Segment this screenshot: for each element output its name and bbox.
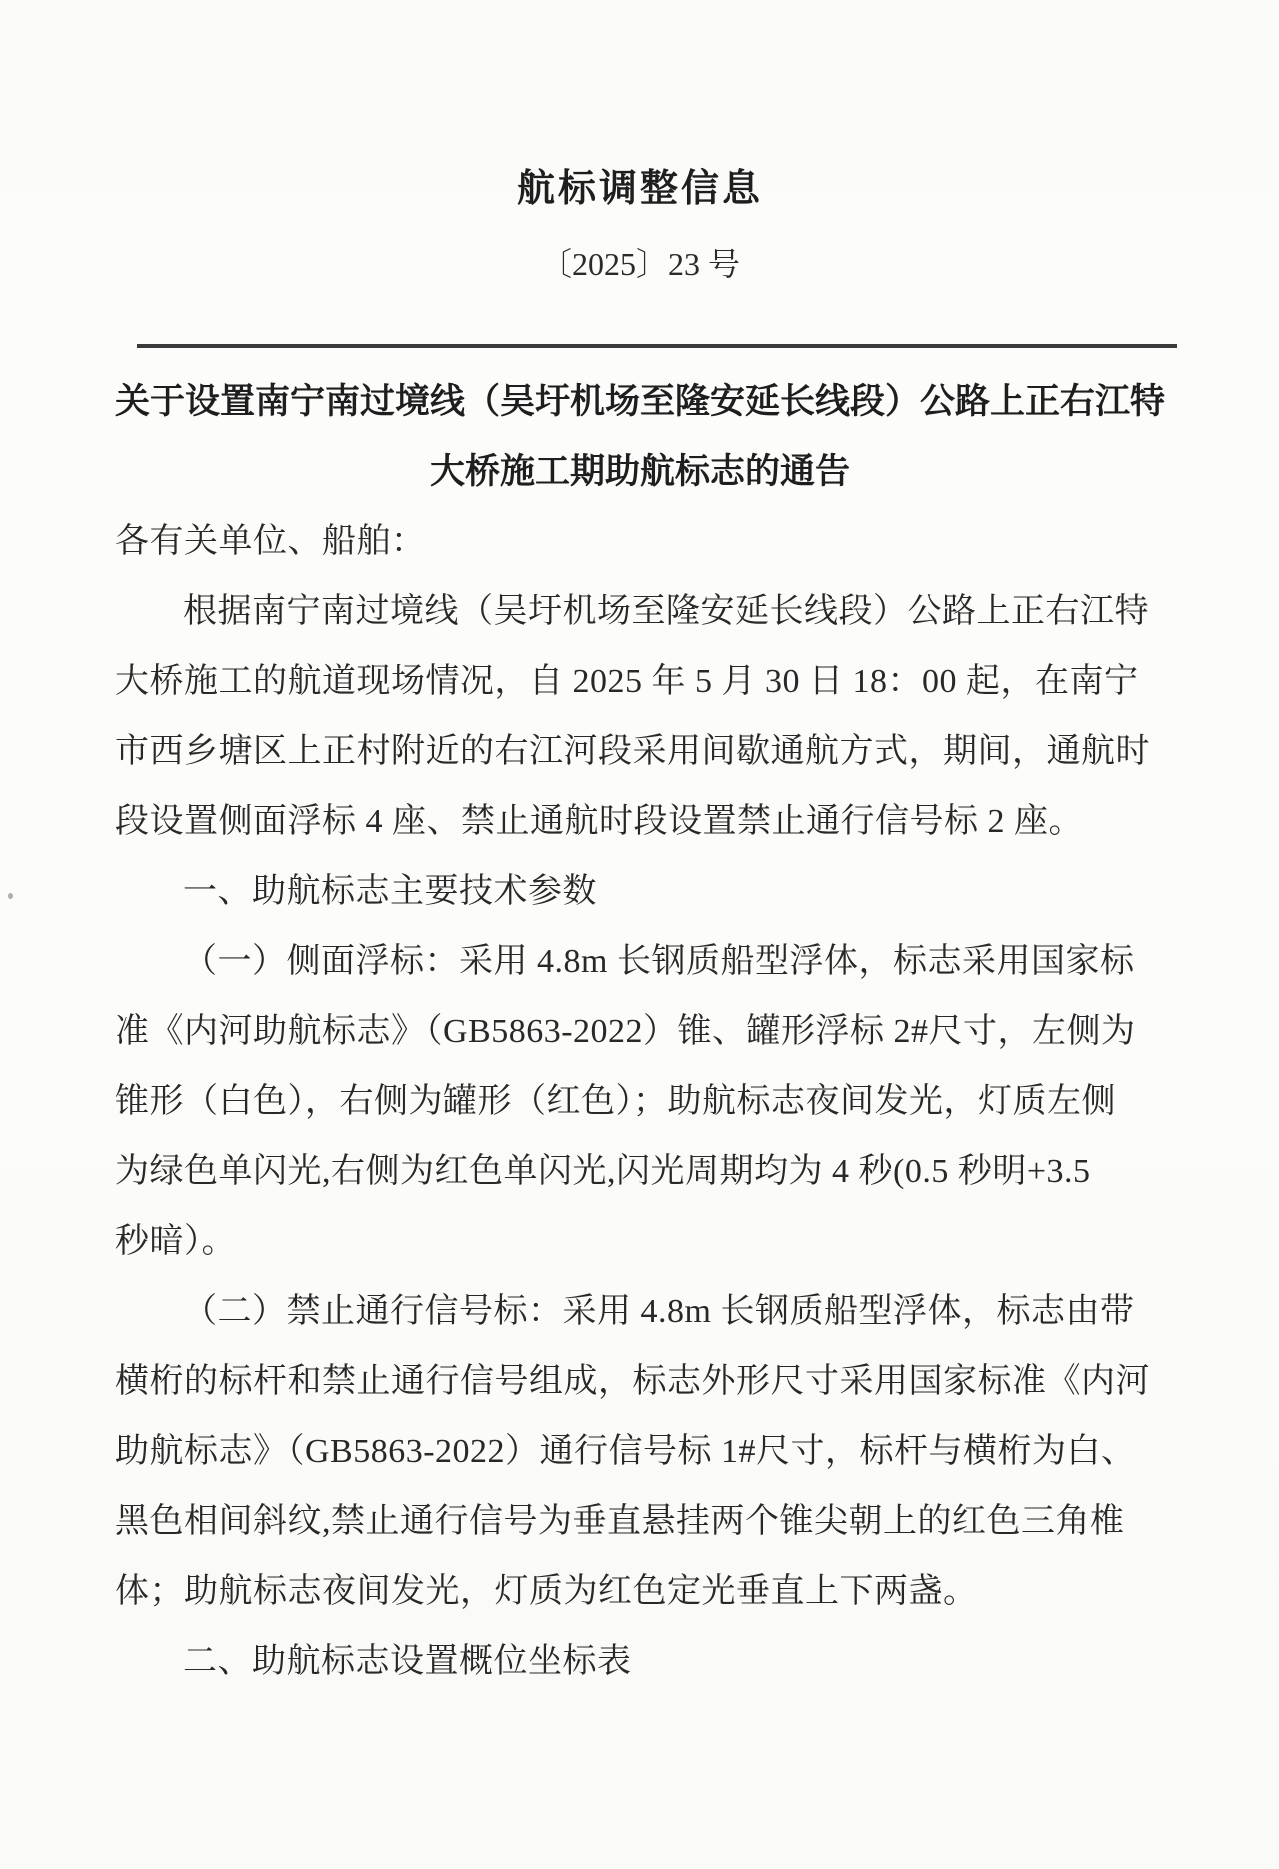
doc-title: 航标调整信息 [516,168,763,210]
body-line: 根据南宁南过境线（吴圩机场至隆安延长线段）公路上正右江特 [183,593,1149,630]
section-heading-1: 一、助航标志主要技术参数 [183,873,597,910]
doc-subject [115,367,1165,507]
body-line: 大桥施工的航道现场情况，自 2025 年 5 月 30 日 18：00 起，在南宁 [115,663,1139,700]
body-line: 市西乡塘区上正村附近的右江河段采用间歇通航方式，期间，通航时 [115,733,1150,770]
body-line: 准《内河助航标志》（GB5863-2022）锥、罐形浮标 2#尺寸，左侧为 [115,1013,1136,1050]
body-line: 锥形（白色），右侧为罐形（红色）；助航标志夜间发光，灯质左侧 [115,1083,1116,1120]
body-line: （二）禁止通行信号标：采用 4.8m 长钢质船型浮体，标志由带 [183,1293,1135,1330]
header-divider [137,344,1177,348]
salutation: 各有关单位、船舶： [115,523,426,560]
body-line: 横桁的标杆和禁止通行信号组成，标志外形尺寸采用国家标准《内河 [115,1363,1150,1400]
body-line: 为绿色单闪光,右侧为红色单闪光,闪光周期均为 4 秒(0.5 秒明+3.5 [115,1153,1091,1190]
section-heading-2: 二、助航标志设置概位坐标表 [183,1643,632,1680]
doc-body [115,507,1165,1697]
body-line: 体；助航标志夜间发光，灯质为红色定光垂直上下两盏。 [115,1573,978,1610]
body-line: 段设置侧面浮标 4 座、禁止通航时段设置禁止通行信号标 2 座。 [115,803,1083,840]
scan-artifact-dot [8,893,13,899]
body-line: （一）侧面浮标：采用 4.8m 长钢质船型浮体，标志采用国家标 [183,943,1135,980]
doc-number: 〔2025〕23 号 [539,246,740,282]
body-line: 秒暗）。 [115,1223,236,1260]
subject-line-1: 关于设置南宁南过境线（吴圩机场至隆安延长线段）公路上正右江特 [115,382,1166,421]
body-line: 助航标志》（GB5863-2022）通行信号标 1#尺寸，标杆与横桁为白、 [115,1433,1136,1470]
body-line: 黑色相间斜纹,禁止通行信号为垂直悬挂两个锥尖朝上的红色三角椎 [115,1503,1125,1540]
subject-line-2: 大桥施工期助航标志的通告 [429,452,850,491]
